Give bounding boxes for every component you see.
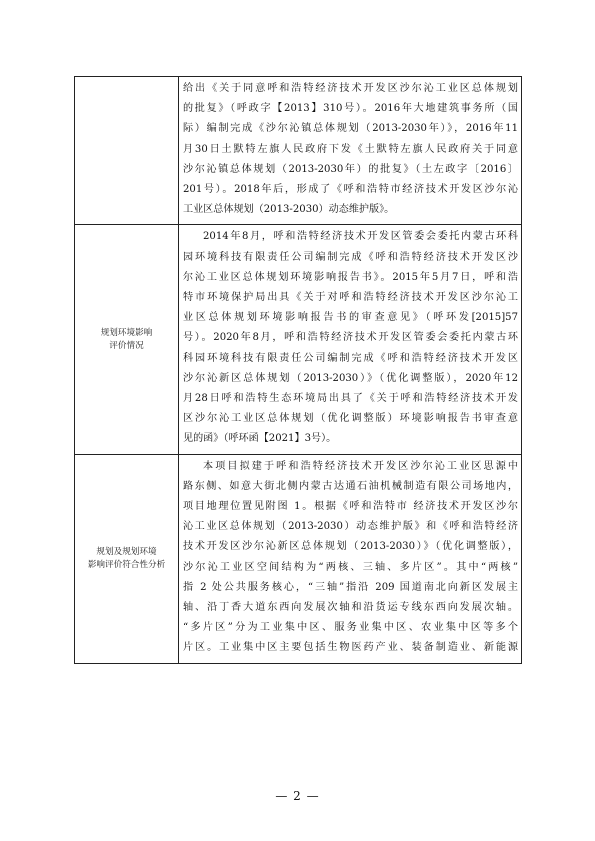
- text-line: 片区。工业集中区主要包括生物医药产业、装备制造业、新能源: [183, 642, 518, 654]
- text-line: 2014年8月，呼和浩特经济技术开发区管委会委托内蒙古环科: [203, 231, 518, 243]
- row-content: [179, 454, 522, 663]
- row-label-line: 规划及规划环境: [96, 546, 157, 557]
- text-line: 际）编制完成《沙尔沁镇总体规划（2013-2030年）》，2016年11: [183, 123, 518, 135]
- text-line: 见的函》（呼环函【2021】3号）。: [183, 433, 337, 445]
- row-content: [179, 77, 522, 225]
- text-line: “多片区”分为工业集中区、服务业集中区、农业集中区等多个: [183, 622, 518, 634]
- text-line: 路东侧、如意大街北侧内蒙古达通石油机械制造有限公司场地内，: [183, 480, 518, 492]
- row-label-line: 规划环境影响: [100, 327, 153, 338]
- text-line: 月28日呼和浩特生态环境局出具了《关于呼和浩特经济技术开发: [183, 393, 518, 405]
- text-line: 科园环境科技有限责任公司编制完成《呼和浩特经济技术开发区: [183, 352, 518, 364]
- text-line: 尔沁工业区总体规划环境影响报告书》。2015年5月7日，呼和浩: [183, 271, 518, 283]
- text-line: 本项目拟建于呼和浩特经济技术开发区沙尔沁工业区思源中: [203, 460, 518, 472]
- text-line: 201号）。2018年后，形成了《呼和浩特市经济技术开发区沙尔沁: [183, 184, 518, 196]
- text-line: 特市环境保护局出具《关于对呼和浩特经济技术开发区沙尔沁工: [183, 292, 518, 304]
- row-content: [179, 225, 522, 454]
- text-line: 项目地理位置见附图 1。根据《呼和浩特市 经济技术开发区沙尔: [183, 501, 518, 513]
- text-line: 沙尔沁新区总体规划（2013-2030）》（优化调整版），2020年12: [183, 372, 518, 384]
- row-label-line: 评价情况: [109, 340, 144, 351]
- row-label-line: 影响评价符合性分析: [87, 559, 166, 570]
- text-line: 园环境科技有限责任公司编制完成《呼和浩特经济技术开发区沙: [183, 251, 518, 263]
- text-line: 业区总体规划环境影响报告书的审查意见》（呼环发[2015]57: [183, 312, 518, 324]
- row-label-empty: [75, 77, 179, 225]
- text-line: 给出《关于同意呼和浩特经济技术开发区沙尔沁工业区总体规划: [183, 83, 518, 94]
- text-line: 的批复》（呼政字【2013】310号）。2016年大地建筑事务所（国: [183, 103, 518, 115]
- document-table: [74, 76, 522, 664]
- table-row: [75, 77, 522, 225]
- text-line: 区沙尔沁工业区总体规划（优化调整版）环境影响报告书审查意: [183, 413, 518, 425]
- text-line: 沙尔沁工业区空间结构为“两核、三轴、多片区”。其中“两核”: [183, 561, 518, 573]
- text-line: 号）。2020年8月，呼和浩特经济技术开发区管委会委托内蒙古环: [183, 332, 518, 344]
- text-line: 月30日土默特左旗人民政府下发《土默特左旗人民政府关于同意: [183, 143, 518, 155]
- page-number: — 2 —: [275, 789, 320, 803]
- text-line: 指 2 处公共服务核心，“三轴”指沿 209 国道南北向新区发展主: [183, 581, 518, 593]
- table-row: [75, 454, 522, 663]
- text-line: 技术开发区沙尔沁新区总体规划（2013-2030）》（优化调整版），: [183, 541, 518, 553]
- row-label: [75, 225, 179, 454]
- table-row: [75, 225, 522, 454]
- text-line: 沙尔沁镇总体规划（2013-2030年）的批复》（土左政字〔2016〕: [183, 163, 518, 175]
- row-label: [75, 454, 179, 663]
- text-line: 沁工业区总体规划（2013-2030）动态维护版》和《呼和浩特经济: [183, 521, 518, 533]
- text-line: 工业区总体规划（2013-2030）动态维护版》。: [183, 204, 395, 216]
- text-line: 轴、沿丁香大道东西向发展次轴和沿货运专线东西向发展次轴。: [183, 602, 518, 614]
